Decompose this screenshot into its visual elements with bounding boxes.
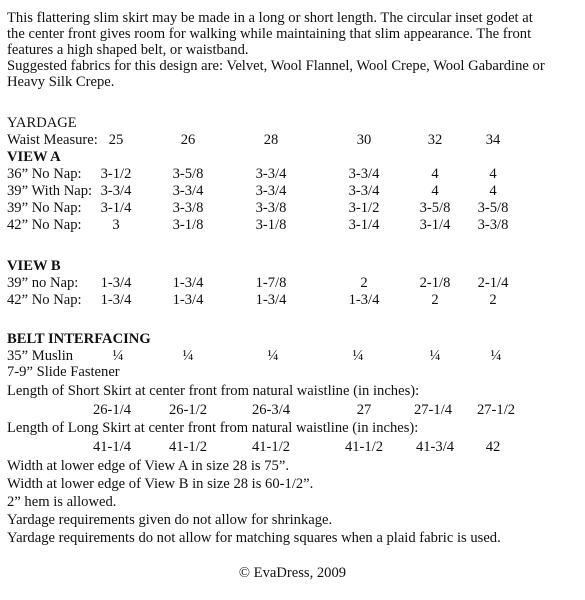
view-b-row-label: 42” No Nap: xyxy=(7,292,82,308)
intro-line: Suggested fabrics for this design are: Velvet, Wool Flannel, Wool Crepe, Wool Gabardine or xyxy=(7,58,545,74)
waist-size: 26 xyxy=(180,132,196,148)
yardage-cell: 3-3/4 xyxy=(348,183,380,199)
yardage-cell: 1-3/4 xyxy=(100,292,132,308)
yardage-cell: 4 xyxy=(489,183,497,199)
short-skirt-length: 26-1/2 xyxy=(168,402,208,418)
yardage-cell: 3-1/4 xyxy=(348,217,380,233)
waist-size: 25 xyxy=(108,132,124,148)
yardage-cell: 3-5/8 xyxy=(477,200,509,216)
long-skirt-length: 41-1/4 xyxy=(92,439,132,455)
yardage-cell: 4 xyxy=(431,183,439,199)
view-a-heading: VIEW A xyxy=(7,149,61,165)
yardage-cell: 1-3/4 xyxy=(348,292,380,308)
view-b-heading: VIEW B xyxy=(7,258,61,274)
muslin-value: ¼ xyxy=(490,348,502,364)
yardage-cell: 3-1/4 xyxy=(419,217,451,233)
long-skirt-length: 41-1/2 xyxy=(251,439,291,455)
waist-size: 30 xyxy=(356,132,372,148)
intro-line: This flattering slim skirt may be made in a long or short length. The circular inset godet at xyxy=(7,10,533,26)
intro-line: Heavy Silk Crepe. xyxy=(7,74,115,90)
view-b-row-label: 39” no Nap: xyxy=(7,275,79,291)
muslin-value: ¼ xyxy=(267,348,279,364)
yardage-cell: 3-1/2 xyxy=(100,166,132,182)
muslin-label: 35” Muslin xyxy=(7,348,74,364)
belt-interfacing-heading: BELT INTERFACING xyxy=(7,331,151,347)
intro-line: features a high shaped belt, or waistband. xyxy=(7,42,249,58)
note-line: Width at lower edge of View B in size 28 is 60-1/2”. xyxy=(7,476,314,492)
muslin-value: ¼ xyxy=(352,348,364,364)
muslin-value: ¼ xyxy=(182,348,194,364)
waist-size: 28 xyxy=(263,132,279,148)
intro-line: the center front gives room for walking while maintaining that slim appearance. The front xyxy=(7,26,532,42)
yardage-cell: 3-5/8 xyxy=(172,166,204,182)
yardage-cell: 3 xyxy=(112,217,120,233)
long-skirt-length: 41-1/2 xyxy=(168,439,208,455)
note-line: Yardage requirements do not allow for matching squares when a plaid fabric is used. xyxy=(7,530,501,546)
yardage-cell: 3-3/8 xyxy=(172,200,204,216)
long-skirt-label: Length of Long Skirt at center front from natural waistline (in inches): xyxy=(7,420,419,436)
yardage-cell: 1-3/4 xyxy=(172,292,204,308)
muslin-value: ¼ xyxy=(112,348,124,364)
yardage-cell: 2-1/4 xyxy=(477,275,509,291)
waist-size: 34 xyxy=(485,132,501,148)
short-skirt-length: 26-3/4 xyxy=(251,402,291,418)
long-skirt-length: 42 xyxy=(485,439,501,455)
yardage-cell: 2-1/8 xyxy=(419,275,451,291)
note-line: Width at lower edge of View A in size 28 is 75”. xyxy=(7,458,289,474)
yardage-cell: 1-3/4 xyxy=(255,292,287,308)
yardage-cell: 3-1/4 xyxy=(100,200,132,216)
short-skirt-length: 26-1/4 xyxy=(92,402,132,418)
yardage-cell: 1-7/8 xyxy=(255,275,287,291)
yardage-cell: 3-3/4 xyxy=(172,183,204,199)
yardage-cell: 1-3/4 xyxy=(100,275,132,291)
yardage-cell: 3-3/8 xyxy=(255,200,287,216)
view-a-row-label: 42” No Nap: xyxy=(7,217,82,233)
yardage-cell: 2 xyxy=(431,292,439,308)
yardage-cell: 3-5/8 xyxy=(419,200,451,216)
short-skirt-length: 27 xyxy=(356,402,372,418)
yardage-cell: 3-1/2 xyxy=(348,200,380,216)
slide-fastener: 7-9” Slide Fastener xyxy=(7,364,120,380)
yardage-cell: 3-3/4 xyxy=(348,166,380,182)
copyright: © EvaDress, 2009 xyxy=(238,565,347,581)
yardage-cell: 3-3/8 xyxy=(477,217,509,233)
yardage-cell: 3-3/4 xyxy=(255,183,287,199)
short-skirt-length: 27-1/2 xyxy=(476,402,516,418)
yardage-cell: 3-3/4 xyxy=(255,166,287,182)
yardage-cell: 2 xyxy=(360,275,368,291)
yardage-cell: 3-1/8 xyxy=(255,217,287,233)
short-skirt-label: Length of Short Skirt at center front from natural waistline (in inches): xyxy=(7,383,420,399)
note-line: 2” hem is allowed. xyxy=(7,494,117,510)
view-a-row-label: 39” With Nap: xyxy=(7,183,93,199)
short-skirt-length: 27-1/4 xyxy=(413,402,453,418)
waist-measure-label: Waist Measure: xyxy=(7,132,98,148)
long-skirt-length: 41-1/2 xyxy=(344,439,384,455)
muslin-value: ¼ xyxy=(429,348,441,364)
yardage-cell: 1-3/4 xyxy=(172,275,204,291)
yardage-cell: 3-1/8 xyxy=(172,217,204,233)
waist-size: 32 xyxy=(427,132,443,148)
yardage-cell: 4 xyxy=(431,166,439,182)
view-a-row-label: 39” No Nap: xyxy=(7,200,82,216)
yardage-cell: 4 xyxy=(489,166,497,182)
yardage-heading: YARDAGE xyxy=(7,115,77,131)
view-a-row-label: 36” No Nap: xyxy=(7,166,82,182)
long-skirt-length: 41-3/4 xyxy=(415,439,455,455)
yardage-cell: 2 xyxy=(489,292,497,308)
yardage-cell: 3-3/4 xyxy=(100,183,132,199)
note-line: Yardage requirements given do not allow for shrinkage. xyxy=(7,512,333,528)
